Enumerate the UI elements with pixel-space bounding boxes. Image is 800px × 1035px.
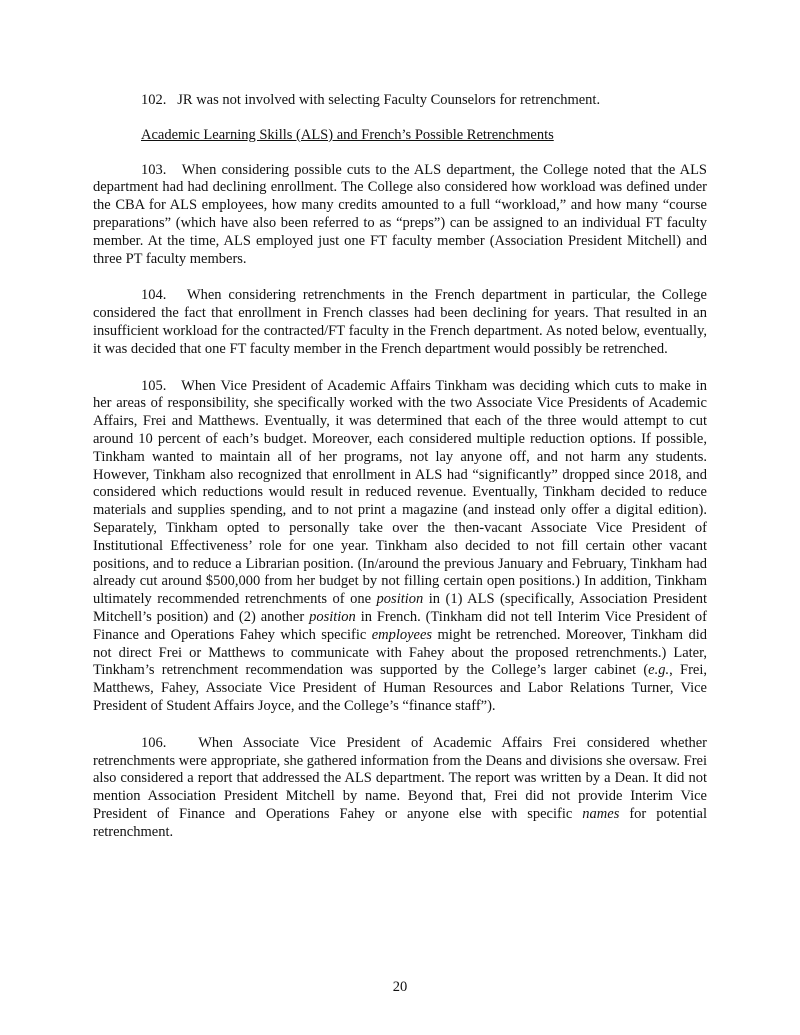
paragraph-105-text-e: , Frei, Matthews, Fahey, Associate Vice President of Human Resources and Labor Relations Turner, Vice President of Student Affairs Joyce, and the College’s “finance staff”). xyxy=(93,662,707,714)
paragraph-106-text-a: 106. When Associate Vice President of Academic Affairs Frei considered whether retrenchments were appropriate, she gathered information from the Deans and divisions she oversaw. Frei also considered a report that addressed the ALS department. The report was written by a Dean. It did not mention Association President Mitchell by name. Beyond that, Frei did not provide Interim Vice President of Finance and Operations Fahey or anyone else with specific xyxy=(93,734,707,822)
paragraph-106 xyxy=(93,735,707,842)
paragraph-105 xyxy=(93,378,707,716)
paragraph-105-emphasis-1: position xyxy=(376,591,424,608)
section-heading: Academic Learning Skills (ALS) and French’s Possible Retrenchments xyxy=(141,126,554,143)
paragraph-105-text-d: might be retrenched. Moreover, Tinkham did not direct Frei or Matthews to communicate with Fahey about the proposed retrenchments.) Later, Tinkham’s retrenchment recommendation was supported by the College’s larger cabinet ( xyxy=(93,626,707,679)
paragraph-105-text-b: in (1) ALS (specifically, Association President Mitchell’s position) and (2) another xyxy=(93,591,707,625)
paragraph-103: 103. When considering possible cuts to the ALS department, the College noted that the ALS department had had declining enrollment. The College also considered how workload was defined under the CBA for ALS employees, how many credits amounted to a full “workload,” and how many “course preparations” (which have also been referred to as “preps”) can be assigned to an individual FT faculty member. At the time, ALS employed just one FT faculty member (Association President Mitchell) and three PT faculty members. xyxy=(93,161,707,267)
page-number: 20 xyxy=(392,979,408,995)
document-page xyxy=(93,92,707,841)
paragraph-104: 104. When considering retrenchments in the French department in particular, the College considered the fact that enrollment in French classes had been declining for years. That resulted in an insufficient workload for the contracted/FT faculty in the French department. As noted below, eventually, it was decided that one FT faculty member in the French department would possibly be retrenched. xyxy=(93,287,707,357)
paragraph-105-emphasis-3: employees xyxy=(371,626,433,643)
paragraph-105-emphasis-2: position xyxy=(309,608,356,625)
paragraph-105-emphasis-4: e.g. xyxy=(648,662,670,679)
paragraph-106-emphasis-1: names xyxy=(582,805,620,822)
paragraph-102: 102. JR was not involved with selecting Faculty Counselors for retrenchment. xyxy=(141,92,601,108)
paragraph-106-text-b: for potential retrenchment. xyxy=(93,805,707,840)
paragraph-105-text-c: in French. (Tinkham did not tell Interim Vice President of Finance and Operations Fahey which specific xyxy=(93,608,707,643)
paragraph-105-text-a: 105. When Vice President of Academic Affairs Tinkham was deciding which cuts to make in her areas of responsibility, she specifically worked with the two Associate Vice Presidents of Academic Affairs, Frei and Matthews. Eventually, it was determined that each of the three would attempt to cut around 10 percent of each’s budget. Moreover, each considered multiple reduction options. If possible, Tinkham wanted to maintain all of her programs, not lay anyone off, and not harm any students. However, Tinkham also recognized that enrollment in ALS had “significantly” dropped since 2018, and considered which reductions would result in reduced revenue. Eventually, Tinkham decided to reduce materials and supplies spending, and to not print a magazine (and instead only offer a digital edition). Separately, Tinkham opted to personally take over the then-vacant Associate Vice President of Institutional Effectiveness’ role for one year. Tinkham also decided to not fill certain other vacant positions, and to reduce a Librarian position. (In/around the previous January and February, Tinkham had already cut around $500,000 from her budget by not filling certain open positions.) In addition, Tinkham ultimately recommended retrenchments of one xyxy=(93,377,707,608)
